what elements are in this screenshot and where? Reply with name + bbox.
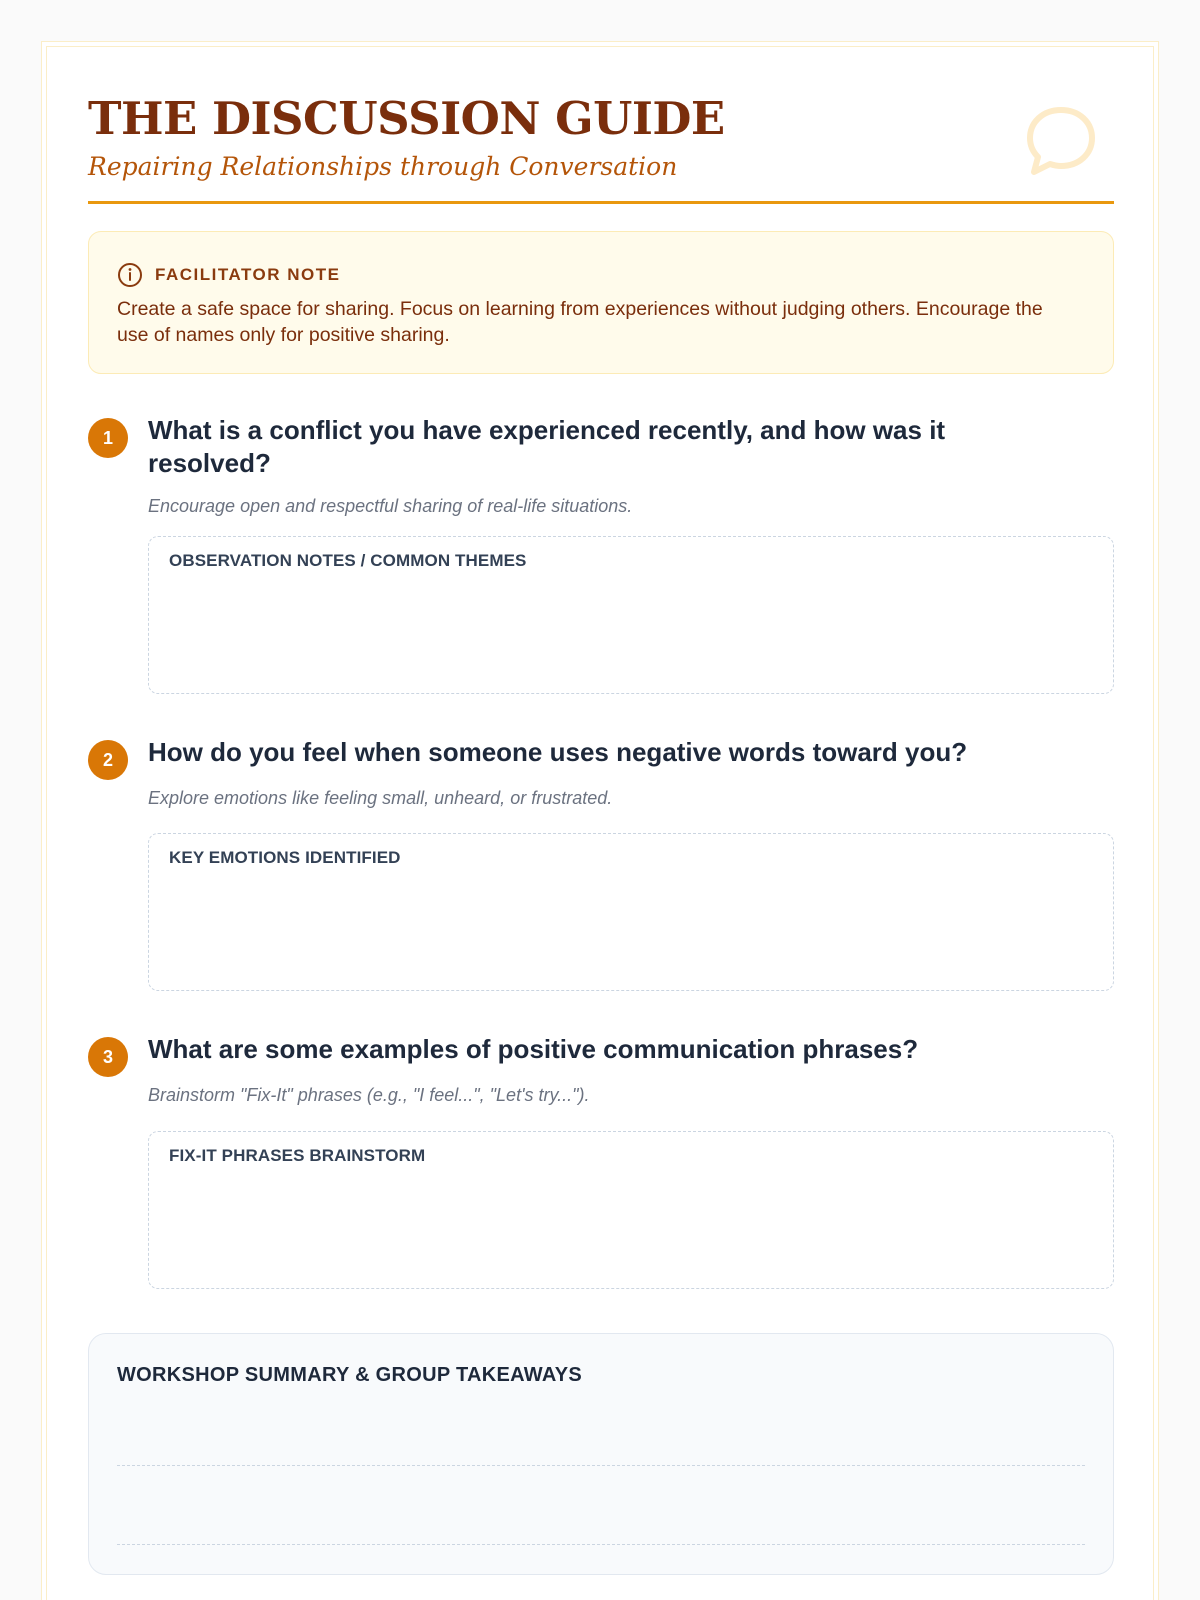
info-icon [117,262,143,288]
question-hint: Brainstorm "Fix-It" phrases (e.g., "I feel...", "Let's try..."). [148,1085,590,1105]
question-number-badge: 2 [88,740,128,780]
field-label: OBSERVATION NOTES / COMMON THEMES [169,551,527,570]
writing-line [117,1544,1085,1545]
writing-line [117,1465,1085,1466]
question-text: What is a conflict you have experienced recently, and how was it resolved? [148,415,946,478]
facilitator-note-body: Create a safe space for sharing. Focus on learning from experiences without judging others. Encourage the use of names only for positive sharing. [117,298,1043,346]
question-number-badge: 1 [88,418,128,458]
facilitator-note-label: FACILITATOR NOTE [155,265,341,284]
fix-it-phrases-field[interactable] [148,1131,1114,1289]
field-label: FIX-IT PHRASES BRAINSTORM [169,1146,426,1165]
question-text: What are some examples of positive communication phrases? [148,1034,919,1064]
key-emotions-field[interactable] [148,833,1114,991]
page-title: THE DISCUSSION GUIDE [88,92,725,145]
question-hint: Explore emotions like feeling small, unheard, or frustrated. [148,788,613,808]
workshop-summary[interactable] [88,1333,1114,1575]
facilitator-note [88,231,1114,374]
field-label: KEY EMOTIONS IDENTIFIED [169,848,401,867]
question-hint: Encourage open and respectful sharing of real-life situations. [148,496,633,516]
facilitator-note-header [117,262,341,288]
header [88,90,1114,204]
question-text: How do you feel when someone uses negative words toward you? [148,737,968,767]
page-subtitle: Repairing Relationships through Conversation [88,152,678,181]
summary-label: WORKSHOP SUMMARY & GROUP TAKEAWAYS [117,1364,583,1386]
chat-bubble-icon [1022,102,1100,180]
observation-notes-field[interactable] [148,536,1114,694]
question-number-badge: 3 [88,1037,128,1077]
